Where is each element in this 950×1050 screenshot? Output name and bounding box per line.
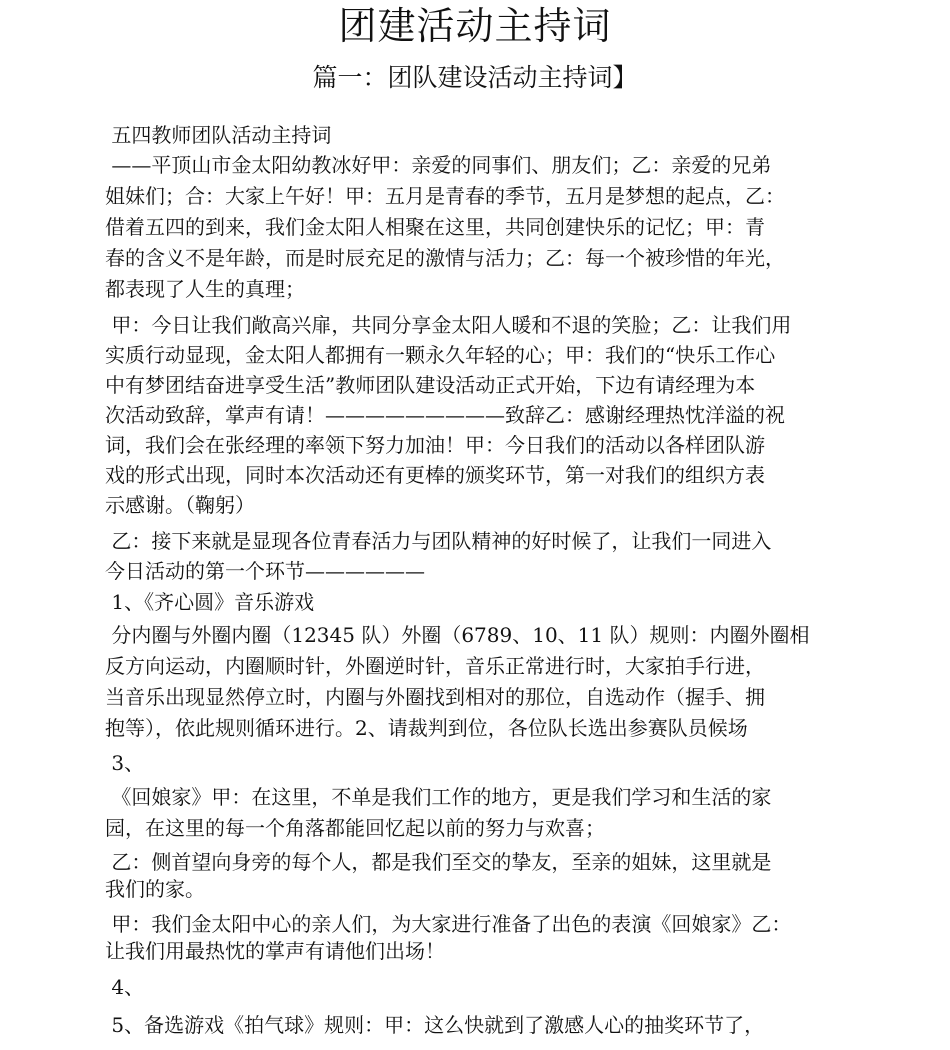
page-title: 团建活动主持词 <box>338 4 612 48</box>
paragraph-line: 示感谢。（鞠躬） <box>105 493 255 517</box>
paragraph-line: 园，在这里的每一个角落都能回忆起以前的努力与欢喜； <box>105 816 605 840</box>
paragraph-line: 《回娘家》甲：在这里，不单是我们工作的地方，更是我们学习和生活的家 <box>105 785 772 809</box>
paragraph-line: 反方向运动，内圈顺时针，外圈逆时针，音乐正常进行时，大家拍手行进， <box>105 654 765 678</box>
paragraph-line: 姐妹们；合：大家上午好！甲：五月是青春的季节，五月是梦想的起点，乙： <box>105 184 785 208</box>
paragraph-line: 我们的家。 <box>105 877 205 901</box>
paragraph-line: 乙：侧首望向身旁的每个人，都是我们至交的挚友，至亲的姐妹，这里就是 <box>105 850 772 874</box>
paragraph-line: 让我们用最热忱的掌声有请他们出场！ <box>105 939 445 963</box>
paragraph-line: 抱等），依此规则循环进行。2、请裁判到位，各位队长选出参赛队员候场 <box>105 716 748 740</box>
paragraph-line: 次活动致辞，掌声有请！—————————致辞乙：感谢经理热忱洋溢的祝 <box>105 403 785 427</box>
section-heading: 五四教师团队活动主持词 <box>105 123 332 147</box>
paragraph-line: 当音乐出现显然停立时，内圈与外圈找到相对的那位，自选动作（握手、拥 <box>105 685 765 709</box>
paragraph-line: 春的含义不是年龄，而是时辰充足的激情与活力；乙：每一个被珍惜的年光， <box>105 246 785 270</box>
paragraph-line: 乙：接下来就是显现各位青春活力与团队精神的好时候了，让我们一同进入 <box>105 529 772 553</box>
paragraph-line: 今日活动的第一个环节—————— <box>105 559 425 583</box>
paragraph-line: 甲：今日让我们敞高兴扉，共同分享金太阳人暖和不退的笑脸；乙：让我们用 <box>105 313 792 337</box>
paragraph-line: 5、备选游戏《拍气球》规则：甲：这么快就到了激感人心的抽奖环节了， <box>105 1013 765 1037</box>
paragraph-line: 都表现了人生的真理； <box>105 277 305 301</box>
paragraph-line: 4、 <box>105 975 145 999</box>
paragraph-line: 中有梦团结奋进享受生活”教师团队建设活动正式开始，下边有请经理为本 <box>105 373 756 397</box>
paragraph-line: 词，我们会在张经理的率领下努力加油！甲：今日我们的活动以各样团队游 <box>105 433 765 457</box>
paragraph-line: 分内圈与外圈内圈（12345 队）外圈（6789、10、11 队）规则：内圈外圈相 <box>105 623 810 647</box>
paragraph-line: 3、 <box>105 751 145 775</box>
section-subtitle: 篇一：团队建设活动主持词】 <box>312 63 638 92</box>
paragraph-line: ——平顶山市金太阳幼教冰好甲：亲爱的同事们、朋友们；乙：亲爱的兄弟 <box>105 153 772 177</box>
paragraph-line: 实质行动显现，金太阳人都拥有一颗永久年轻的心；甲：我们的“快乐工作心 <box>105 343 776 367</box>
paragraph-line: 借着五四的到来，我们金太阳人相聚在这里，共同创建快乐的记忆；甲：青 <box>105 215 765 239</box>
paragraph-line: 戏的形式出现，同时本次活动还有更棒的颁奖环节，第一对我们的组织方表 <box>105 463 765 487</box>
paragraph-line: 1、《齐心圆》音乐游戏 <box>105 590 315 614</box>
paragraph-line: 甲：我们金太阳中心的亲人们，为大家进行准备了出色的表演《回娘家》乙： <box>105 912 792 936</box>
